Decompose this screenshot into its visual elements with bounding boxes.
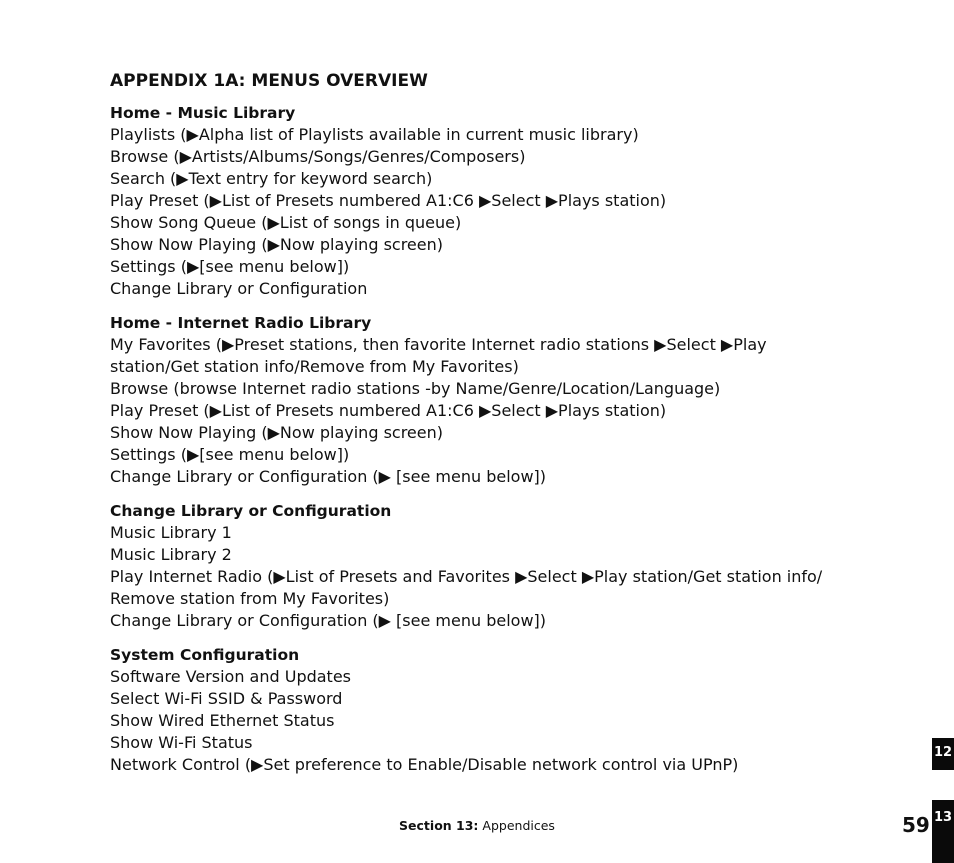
section-home-internet-radio-library — [110, 312, 840, 488]
section-heading: System Configuration — [110, 646, 300, 664]
menu-line: Music Library 1 — [110, 523, 232, 542]
footer-section-label: Section 13: — [399, 818, 479, 833]
page-number: 59 — [902, 813, 930, 837]
menu-line: Playlists (▶Alpha list of Playlists available in current music library) — [110, 125, 639, 144]
section-heading: Home - Music Library — [110, 104, 296, 122]
menu-line: Play Preset (▶List of Presets numbered A1:C6 ▶Select ▶Plays station) — [110, 401, 667, 420]
menu-line: Play Preset (▶List of Presets numbered A1:C6 ▶Select ▶Plays station) — [110, 191, 667, 210]
section-tab-13[interactable]: 13 — [932, 800, 954, 863]
menu-line: Show Wi-Fi Status — [110, 733, 253, 752]
menu-line: Search (▶Text entry for keyword search) — [110, 169, 433, 188]
menu-line: Change Library or Configuration (▶ [see menu below]) — [110, 611, 547, 630]
section-heading: Change Library or Configuration — [110, 502, 392, 520]
menu-line: Show Wired Ethernet Status — [110, 711, 335, 730]
menu-line: Show Now Playing (▶Now playing screen) — [110, 423, 443, 442]
menu-line: Change Library or Configuration — [110, 279, 368, 298]
section-system-configuration — [110, 644, 840, 776]
menu-line: Software Version and Updates — [110, 667, 352, 686]
footer-section-name: Appendices — [482, 818, 555, 833]
menu-line: Show Now Playing (▶Now playing screen) — [110, 235, 443, 254]
menu-line: Browse (▶Artists/Albums/Songs/Genres/Composers) — [110, 147, 526, 166]
appendix-title: APPENDIX 1A: MENUS OVERVIEW — [110, 71, 428, 91]
menu-line: Browse (browse Internet radio stations -by Name/Genre/Location/Language) — [110, 379, 721, 398]
menu-line: Play Internet Radio (▶List of Presets and Favorites ▶Select ▶Play station/Get station info/ Remove station from My Favorites) — [110, 567, 823, 608]
document-body — [110, 70, 840, 788]
menu-line: My Favorites (▶Preset stations, then favorite Internet radio stations ▶Select ▶Play station/Get station info/Remove from My Favorites) — [110, 335, 767, 376]
menu-line: Music Library 2 — [110, 545, 232, 564]
page-footer — [0, 817, 954, 835]
section-home-music-library — [110, 102, 840, 300]
menu-line: Select Wi-Fi SSID & Password — [110, 689, 343, 708]
section-heading: Home - Internet Radio Library — [110, 314, 372, 332]
section-tab-12[interactable]: 12 — [932, 738, 954, 770]
menu-line: Settings (▶[see menu below]) — [110, 445, 350, 464]
menu-line: Network Control (▶Set preference to Enable/Disable network control via UPnP) — [110, 755, 739, 774]
menu-line: Settings (▶[see menu below]) — [110, 257, 350, 276]
section-change-library-or-configuration — [110, 500, 840, 632]
menu-line: Change Library or Configuration (▶ [see menu below]) — [110, 467, 547, 486]
menu-line: Show Song Queue (▶List of songs in queue) — [110, 213, 462, 232]
